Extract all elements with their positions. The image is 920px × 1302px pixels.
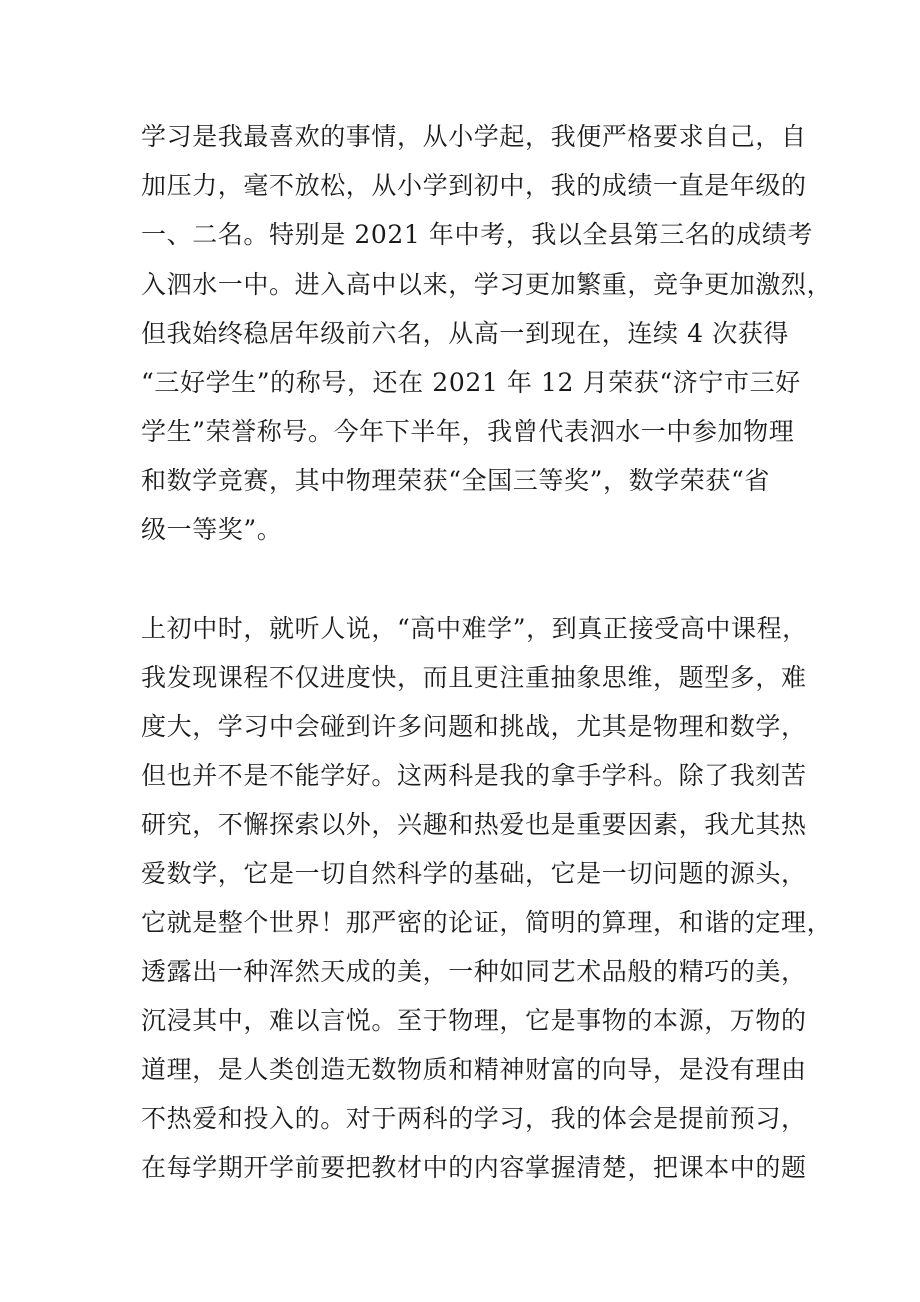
paragraph-2-line-11: 不热爱和投入的。对于两科的学习，我的体会是提前预习， xyxy=(141,1104,807,1133)
paragraph-2-line-9: 沉浸其中，难以言悦。至于物理，它是事物的本源，万物的 xyxy=(141,1006,807,1035)
paragraph-2-line-12: 在每学期开学前要把教材中的内容掌握清楚，把课本中的题 xyxy=(141,1153,807,1182)
paragraph-2-line-5: 研究，不懈探索以外，兴趣和热爱也是重要因素，我尤其热 xyxy=(141,810,807,839)
paragraph-1-line-6: “三好学生”的称号，还在 2021 年 12 月荣获“济宁市三好 xyxy=(141,368,801,397)
paragraph-1-line-7: 学生”荣誉称号。今年下半年，我曾代表泗水一中参加物理 xyxy=(141,417,795,446)
paragraph-1-line-9: 级一等奖”。 xyxy=(141,515,283,544)
paragraph-1-line-2: 加压力，毫不放松，从小学到初中，我的成绩一直是年级的 xyxy=(141,171,807,200)
paragraph-2-line-1: 上初中时，就听人说，“高中难学”，到真正接受高中课程， xyxy=(141,614,808,643)
paragraph-2-line-10: 道理，是人类创造无数物质和精神财富的向导，是没有理由 xyxy=(141,1055,807,1084)
paragraph-2-line-6: 爱数学，它是一切自然科学的基础，它是一切问题的源头， xyxy=(141,859,807,888)
paragraph-1-line-1: 学习是我最喜欢的事情，从小学起，我便严格要求自己，自 xyxy=(141,122,807,151)
paragraph-2-line-4: 但也并不是不能学好。这两科是我的拿手学科。除了我刻苦 xyxy=(141,761,807,790)
paragraph-1-line-3: 一、二名。特别是 2021 年中考，我以全县第三名的成绩考 xyxy=(141,220,813,249)
paragraph-2-line-7: 它就是整个世界！那严密的论证，简明的算理，和谐的定理， xyxy=(141,908,833,937)
paragraph-2-line-8: 透露出一种浑然天成的美，一种如同艺术品般的精巧的美， xyxy=(141,957,807,986)
paragraph-1-line-4: 入泗水一中。进入高中以来，学习更加繁重，竞争更加激烈， xyxy=(141,270,833,299)
paragraph-2-line-2: 我发现课程不仅进度快，而且更注重抽象思维，题型多，难 xyxy=(141,663,807,692)
paragraph-1-line-5: 但我始终稳居年级前六名，从高一到现在，连续 4 次获得 xyxy=(141,319,790,348)
paragraph-1-line-8: 和数学竞赛，其中物理荣获“全国三等奖”，数学荣获“省 xyxy=(141,466,770,495)
paragraph-2-line-3: 度大，学习中会碰到许多问题和挑战，尤其是物理和数学， xyxy=(141,712,807,741)
